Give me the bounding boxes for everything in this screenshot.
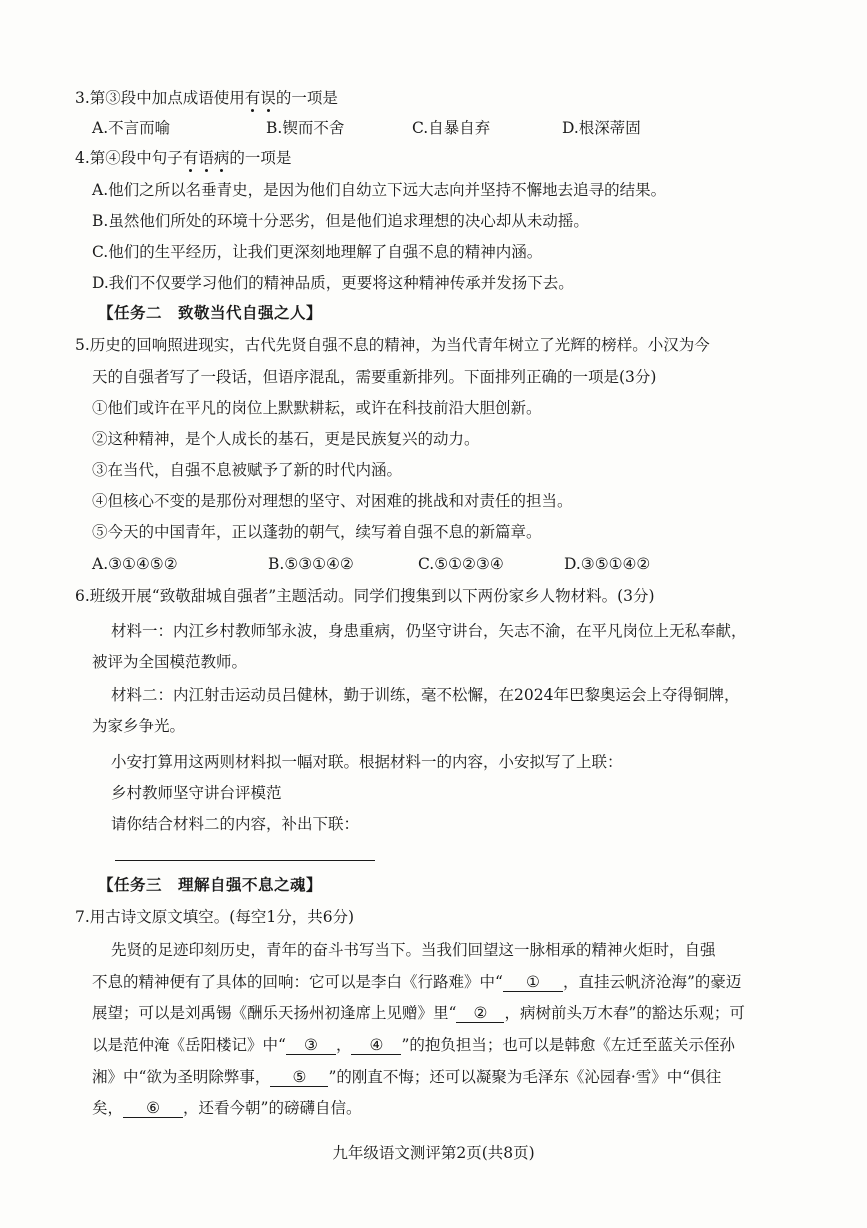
q3-option-c[interactable]: C.自暴自弃 — [412, 119, 491, 137]
q6-material2-line1: 材料二：内江射击运动员吕健林，勤于训练，毫不松懈，在2024年巴黎奥运会上夺得铜牌， — [111, 686, 740, 704]
q7-line4-text-a: 以是范仲淹《岳阳楼记》中“ — [92, 1036, 286, 1054]
q4-stem-pre: 4.第④段中句子 — [75, 149, 183, 167]
emphasis-char: 病 — [213, 149, 230, 167]
q5-stem-line2: 天的自强者写了一段话，但语序混乱，需要重新排列。下面排列正确的一项是(3分) — [92, 368, 657, 386]
q3-option-a[interactable]: A.不言而喻 — [92, 119, 171, 137]
q7-stem: 7.用古诗文原文填空。(每空1分，共6分) — [75, 908, 355, 926]
q5-sentence-2: ②这种精神，是个人成长的基石，更是民族复兴的动力。 — [92, 430, 480, 448]
q6-material1-line1: 材料一：内江乡村教师邹永波，身患重病，仍坚守讲台，矢志不渝，在平凡岗位上无私奉献， — [111, 622, 747, 640]
q5-options — [92, 553, 650, 575]
q5-option-a[interactable]: A.③①④⑤② — [92, 555, 178, 573]
q6-material1-line2: 被评为全国模范教师。 — [92, 653, 248, 671]
q7-line5-text-b: ”的刚直不悔；还可以凝聚为毛泽东《沁园春·雪》中“俱往 — [328, 1068, 722, 1086]
q7-line3-text-b: ，病树前头万木春”的豁达乐观；可 — [504, 1004, 745, 1022]
q7-line3-text-a: 展望；可以是刘禹锡《酬乐天扬州初逢席上见赠》里“ — [92, 1004, 457, 1022]
q7-blank-5[interactable]: ⑤ — [270, 1068, 328, 1087]
q7-blank-3[interactable]: ③ — [286, 1036, 336, 1055]
task3-heading: 【任务三 理解自强不息之魂】 — [98, 875, 323, 894]
q3-stem-pre: 3.第③段中加点成语使用 — [75, 89, 245, 107]
q6-stem: 6.班级开展“致敬甜城自强者”主题活动。同学们搜集到以下两份家乡人物材料。(3分) — [75, 587, 655, 605]
q6-answer-line[interactable] — [115, 860, 375, 861]
q5-option-d[interactable]: D.③⑤①④② — [564, 555, 651, 573]
q6-upper-couplet: 乡村教师坚守讲台评模范 — [111, 784, 282, 802]
q5-sentence-5: ⑤今天的中国青年，正以蓬勃的朝气，续写着自强不息的新篇章。 — [92, 523, 542, 541]
emphasis-char: 有 — [182, 149, 199, 167]
q6-prompt: 请你结合材料二的内容，补出下联： — [111, 815, 360, 833]
q7-line1: 先贤的足迹印刻历史，青年的奋斗书写当下。当我们回望这一脉相承的精神火炬时，自强 — [111, 941, 716, 959]
task2-heading: 【任务二 致敬当代自强之人】 — [98, 303, 323, 322]
q4-option-c[interactable]: C.他们的生平经历，让我们更深刻地理解了自强不息的精神内涵。 — [92, 243, 543, 261]
q5-option-b[interactable]: B.⑤③①④② — [268, 555, 354, 573]
q3-option-d[interactable]: D.根深蒂固 — [562, 119, 641, 137]
q7-line6 — [92, 1097, 361, 1119]
q4-option-b[interactable]: B.虽然他们所处的环境十分恶劣，但是他们追求理想的决心却从未动摇。 — [92, 212, 589, 230]
q3-options — [92, 117, 641, 139]
q7-blank-6[interactable]: ⑥ — [123, 1099, 183, 1118]
q7-line4 — [92, 1034, 735, 1056]
q7-line5 — [92, 1066, 721, 1088]
q7-blank-1[interactable]: ① — [503, 973, 563, 992]
q5-sentence-4: ④但核心不变的是那份对理想的坚守、对困难的挑战和对责任的担当。 — [92, 492, 573, 510]
q7-blank-2[interactable]: ② — [456, 1004, 504, 1023]
q7-line6-text-b: ，还看今朝”的磅礴自信。 — [183, 1099, 362, 1117]
q7-line4-text-b: ”的抱负担当；也可以是韩愈《左迁至蓝关示侄孙 — [401, 1036, 735, 1054]
q7-line5-text-a: 湘》中“欲为圣明除弊事， — [92, 1068, 271, 1086]
q7-line3 — [92, 1002, 745, 1024]
q7-line4-comma: ， — [335, 1036, 352, 1054]
q4-option-d[interactable]: D.我们不仅要学习他们的精神品质，更要将这种精神传承并发扬下去。 — [92, 274, 574, 292]
q3-stem-post: 的一项是 — [275, 89, 338, 107]
q5-sentence-1: ①他们或许在平凡的岗位上默默耕耘，或许在科技前沿大胆创新。 — [92, 399, 542, 417]
emphasis-char: 误 — [260, 89, 276, 107]
page-footer: 九年级语文测评第2页(共8页) — [332, 1144, 535, 1162]
emphasis-char: 有 — [244, 89, 261, 107]
q4-stem-emphasis — [183, 149, 230, 167]
q6-instruction: 小安打算用这两则材料拟一幅对联。根据材料一的内容，小安拟写了上联： — [111, 753, 623, 771]
q4-stem-post: 的一项是 — [229, 149, 292, 167]
q7-line2 — [92, 971, 741, 993]
q7-line6-text-a: 矣， — [92, 1099, 124, 1117]
q7-line2-text-a: 不息的精神便有了具体的回响：它可以是李白《行路难》中“ — [92, 973, 503, 991]
q4-option-a[interactable]: A.他们之所以名垂青史，是因为他们自幼立下远大志向并坚持不懈地去追寻的结果。 — [92, 181, 667, 199]
q3-stem-emphasis — [245, 89, 276, 107]
q4-stem — [75, 147, 291, 169]
q5-sentence-3: ③在当代，自强不息被赋予了新的时代内涵。 — [92, 461, 403, 479]
q7-blank-4[interactable]: ④ — [351, 1036, 401, 1055]
q3-stem — [75, 87, 338, 109]
q6-material2-line2: 为家乡争光。 — [92, 717, 186, 735]
q5-option-c[interactable]: C.⑤①②③④ — [418, 555, 504, 573]
q7-line2-text-b: ，直挂云帆济沧海”的豪迈 — [562, 973, 742, 991]
emphasis-char: 语 — [198, 149, 214, 167]
q5-stem-line1: 5.历史的回响照进现实，古代先贤自强不息的精神，为当代青年树立了光辉的榜样。小汉为今 — [75, 336, 710, 354]
q3-option-b[interactable]: B.锲而不舍 — [266, 119, 345, 137]
